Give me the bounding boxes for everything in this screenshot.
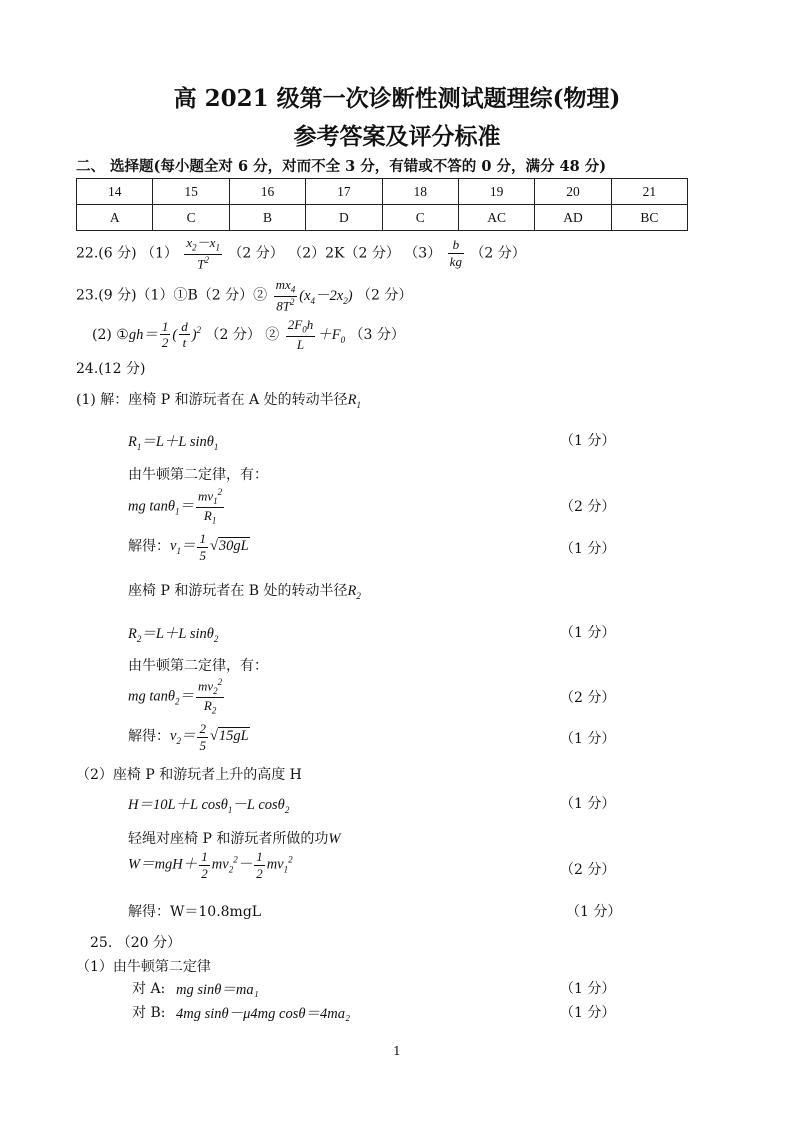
q24-work bbox=[128, 828, 340, 848]
table-cell: D bbox=[306, 205, 382, 231]
formula: $+F_0$ bbox=[317, 326, 346, 345]
equation: mg sinθ＝ma₁ bbox=[176, 982, 259, 998]
q25-onB: 对 B: bbox=[132, 1005, 166, 1021]
equation: 解得：$v_2=$ $\frac{2}{5}$ √15gL bbox=[128, 721, 249, 753]
formula: $\frac{mx_4}{8T^2}$ bbox=[275, 277, 296, 314]
q24-result: 解得：W＝10.8mgL bbox=[128, 904, 262, 920]
table-cell: 15 bbox=[153, 179, 229, 205]
score: （2 分） bbox=[356, 287, 413, 304]
table-row-answers bbox=[77, 205, 688, 231]
q24-part-b-text: 座椅 P 和游玩者在 B 处的转动半径 bbox=[128, 583, 348, 599]
table-cell: 21 bbox=[611, 179, 687, 205]
formula: $\frac{b}{kg}$ bbox=[449, 237, 462, 269]
q23-line1 bbox=[76, 278, 412, 313]
equation: W＝mgH＋ $\frac{1}{2}$ $mv_2^2-$ $\frac{1}{2}$ $mv_1^2$ bbox=[128, 849, 293, 881]
table-cell: AC bbox=[458, 205, 534, 231]
score: （1 分） bbox=[560, 541, 616, 557]
equation: mg tanθ$_1$＝ $\frac{mv_1^2}{R_1}$ bbox=[128, 487, 223, 526]
q22-head: 22.(6 分) bbox=[76, 245, 137, 262]
score: （2 分） bbox=[228, 245, 284, 262]
formula: $\frac{x_2-x_1}{T^2}$ bbox=[186, 235, 220, 272]
table-cell: C bbox=[382, 205, 458, 231]
table-cell: 17 bbox=[306, 179, 382, 205]
table-cell: 19 bbox=[458, 179, 534, 205]
score: （1 分） bbox=[566, 904, 622, 920]
q22-line bbox=[76, 236, 526, 271]
table-cell: BC bbox=[611, 205, 687, 231]
q24-part2: （2）座椅 P 和游玩者上升的高度 H bbox=[76, 767, 302, 783]
formula: )$^2$ bbox=[191, 325, 202, 343]
formula: $\frac{1}{2}$ bbox=[161, 318, 169, 351]
equation: 解得：$v_1=$ $\frac{1}{5}$ √30gL bbox=[128, 531, 249, 563]
table-cell: B bbox=[229, 205, 305, 231]
solve-label: 解得： bbox=[128, 538, 170, 555]
answer-table bbox=[76, 178, 688, 231]
table-cell: AD bbox=[535, 205, 611, 231]
formula: ( bbox=[172, 326, 178, 343]
score: （2 分） ② bbox=[205, 326, 280, 343]
equation: $R_1=L+L$ sinθ$_1$ bbox=[128, 434, 219, 452]
q23-part2: (2) ① bbox=[92, 326, 129, 343]
formula: W bbox=[328, 831, 341, 847]
table-row-numbers bbox=[77, 179, 688, 205]
page-subtitle: 参考答案及评分标准 bbox=[293, 123, 501, 150]
score: （1 分） bbox=[560, 731, 616, 747]
q23-head: 23.(9 分)（1）①B（2 分）② bbox=[76, 287, 268, 304]
q24-part1-text: (1) 解：座椅 P 和游玩者在 A 处的转动半径 bbox=[76, 392, 348, 408]
equation: 4mg sinθ－μ4mg cosθ＝4ma₂ bbox=[176, 1006, 350, 1022]
score: （1 分） bbox=[560, 1005, 616, 1021]
formula: $(x_4-2x_2)$ bbox=[299, 287, 353, 306]
formula: $R_1$ bbox=[347, 392, 361, 410]
q24-part-b bbox=[128, 580, 361, 601]
score: （1 分） bbox=[560, 625, 616, 641]
q22-part2: （2）2K（2 分） bbox=[288, 245, 400, 262]
q24-work-text: 轻绳对座椅 P 和游玩者所做的功 bbox=[128, 831, 329, 847]
q24-head: 24.(12 分) bbox=[76, 361, 146, 377]
q22-part1: （1） bbox=[141, 245, 178, 262]
score: （2 分） bbox=[470, 245, 526, 262]
q25-head: 25. （20 分） bbox=[90, 935, 181, 951]
equation: H＝10L＋L cosθ$_1$－L cosθ$_2$ bbox=[128, 797, 290, 815]
score: （3 分） bbox=[349, 326, 405, 343]
section-heading: 二、 选择题(每小题全对 6 分，对而不全 3 分，有错或不答的 0 分，满分 48 分) bbox=[76, 158, 607, 175]
q23-line2 bbox=[92, 318, 405, 352]
score: （2 分） bbox=[560, 690, 616, 706]
table-cell: A bbox=[77, 205, 153, 231]
table-cell: C bbox=[153, 205, 229, 231]
score: （1 分） bbox=[560, 981, 616, 997]
table-cell: 16 bbox=[229, 179, 305, 205]
q24-newton-1: 由牛顿第二定律，有： bbox=[128, 467, 268, 483]
formula: $\frac{d}{t}$ bbox=[181, 318, 188, 351]
page-number: 1 bbox=[393, 1044, 401, 1058]
score: （1 分） bbox=[560, 796, 616, 812]
score: （2 分） bbox=[560, 499, 616, 515]
table-cell: 18 bbox=[382, 179, 458, 205]
q24-newton-2: 由牛顿第二定律，有： bbox=[128, 658, 268, 674]
score: （2 分） bbox=[560, 862, 616, 878]
formula: $R_2$ bbox=[347, 583, 361, 601]
page-title: 高 2021 级第一次诊断性测试题理综(物理) bbox=[173, 85, 621, 112]
q24-part1 bbox=[76, 389, 361, 410]
q22-part3: （3） bbox=[404, 245, 442, 262]
score: （1 分） bbox=[560, 433, 616, 449]
formula: $\frac{2F_0h}{L}$ bbox=[287, 317, 314, 353]
equation: $R_2=L+L$ sinθ$_2$ bbox=[128, 626, 219, 644]
q25-part1: （1）由牛顿第二定律 bbox=[76, 959, 211, 975]
equation: mg tanθ$_2$＝ $\frac{mv_2^2}{R_2}$ bbox=[128, 677, 223, 716]
formula: gh＝ bbox=[128, 326, 158, 343]
table-cell: 14 bbox=[77, 179, 153, 205]
solve-label: 解得： bbox=[128, 728, 170, 745]
q25-onA: 对 A: bbox=[132, 981, 166, 997]
table-cell: 20 bbox=[535, 179, 611, 205]
